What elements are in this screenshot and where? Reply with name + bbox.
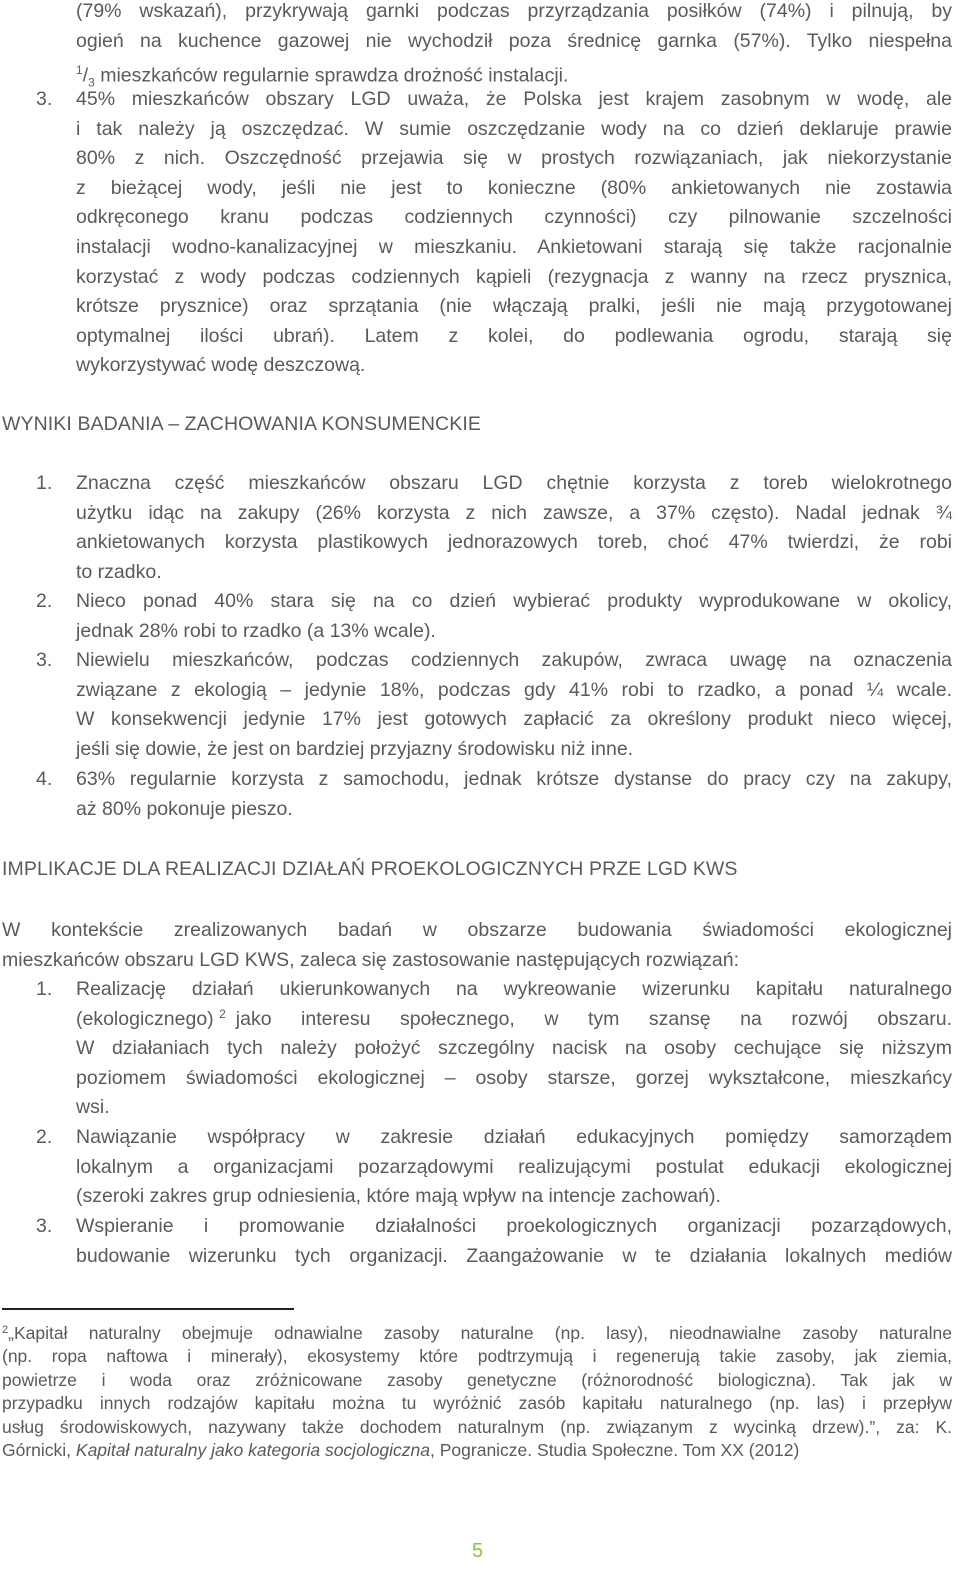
list-text [76, 587, 952, 646]
list-number: 1. [36, 978, 53, 1000]
text-line: aż 80% pokonuje pieszo. [76, 797, 293, 820]
text-line: wykorzystywać wodę deszczową. [76, 354, 366, 377]
list-text [76, 975, 952, 1123]
text-line: ankietowanych korzysta plastikowych jednorazowych toreb, choć 47% twierdzi, że robi [76, 531, 952, 554]
text-line: poziomem świadomości ekologicznej – osoby starsze, gorzej wykształcone, mieszkańcy [76, 1066, 952, 1089]
page-number: 5 [472, 1540, 484, 1562]
footnote-separator [2, 1308, 294, 1310]
footnote [2, 1322, 952, 1462]
text-line: (szeroki zakres grup odniesienia, które mają wpływ na intencje zachowań). [76, 1185, 721, 1208]
list-number: 1. [36, 472, 53, 494]
fraction-numerator: 1 [76, 63, 83, 78]
text-line: W działaniach tych należy położyć szczególny nacisk na osoby cechujące się niższym [76, 1037, 952, 1060]
text-line: wsi. [76, 1096, 110, 1119]
footnote-marker: 2 [2, 1324, 9, 1336]
list-text [76, 469, 952, 587]
list-number: 3. [36, 1215, 53, 1237]
text-line: to rzadko. [76, 560, 162, 583]
list-text [76, 765, 952, 824]
text-line: lokalnym a organizacjami pozarządowymi realizującymi postulat edukacji ekologicznej [76, 1155, 952, 1178]
text-line: odkręconego kranu podczas codziennych czynności) czy pilnowanie szczelności [76, 206, 952, 229]
intro-paragraph [2, 916, 952, 975]
text-line: i tak należy ją oszczędzać. W sumie oszczędzanie wody na co dzień deklaruje prawie [76, 117, 952, 140]
text-line: budowanie wizerunku tych organizacji. Zaangażowanie w te działania lokalnych mediów [76, 1244, 952, 1267]
text-line: 63% regularnie korzysta z samochodu, jednak krótsze dystanse do pracy czy na zakupy, [76, 768, 952, 790]
text-line: Wspieranie i promowanie działalności proekologicznych organizacji pozarządowych, [76, 1215, 952, 1237]
list-number: 2. [36, 590, 53, 612]
footnote-line: przypadku innych rodzajów kapitału można tu wyróżnić zasób kapitału naturalnego (np. las) i przepływ [2, 1393, 952, 1414]
list-number: 2. [36, 1126, 53, 1148]
text-line: (79% wskazań), przykrywają garnki podczas przyrządzania posiłków (74%) i pilnują, by [76, 0, 952, 22]
text-line: W konsekwencji jedynie 17% jest gotowych zapłacić za określony produkt nieco więcej, [76, 708, 952, 731]
text-line: instalacji wodno-kanalizacyjnej w mieszkaniu. Ankietowani starają się także racjonalnie [76, 235, 952, 258]
text-fragment: (ekologicznego) [76, 1007, 214, 1030]
text-line: korzystać z wody podczas codziennych kąpieli (rezygnacja z wanny na rzecz prysznica, [76, 265, 952, 288]
text-line: Nawiązanie współpracy w zakresie działań edukacyjnych pomiędzy samorządem [76, 1126, 952, 1148]
list-text [76, 646, 952, 764]
text-line: W kontekście zrealizowanych badań w obszarze budowania świadomości ekologicznej [2, 919, 952, 941]
text-line: związane z ekologią – jedynie 18%, podczas gdy 41% robi to rzadko, a ponad ¼ wcale. [76, 678, 952, 701]
footnote-line: powietrze i woda oraz zróżnicowane zasoby genetyczne (różnorodność biologiczna). Tak jak w [2, 1369, 952, 1390]
text-line: jeśli się dowie, że jest on bardziej przyjazny środowisku niż inne. [76, 737, 634, 760]
footnote-line [2, 1322, 952, 1345]
footnote-line: (np. ropa naftowa i minerały), ekosystemy które podtrzymują i regenerują takie zasoby, jak ziemia, [2, 1346, 952, 1367]
list-number: 3. [36, 649, 53, 671]
footnote-reference[interactable]: 2 [219, 1006, 226, 1021]
text-line: ogień na kuchence gazowej nie wychodził poza średnicę garnka (57%). Tylko niespełna [76, 29, 952, 52]
list-number: 3. [36, 88, 53, 110]
list-text [76, 1212, 952, 1271]
footnote-line: usług środowiskowych, nazywany także dochodem naturalnym (np. związanym z wycinką drzew).”, za: K. [2, 1416, 952, 1437]
text-line: 45% mieszkańców obszary LGD uważa, że Polska jest krajem zasobnym w wodę, ale [76, 88, 952, 110]
text-fragment: „Kapitał naturalny obejmuje odnawialne zasoby naturalne (np. lasy), nieodnawialne zasoby naturalne [8, 1323, 952, 1343]
text-fragment: jako interesu społecznego, w tym szansę na rozwój obszaru. [235, 1007, 952, 1030]
text-line: optymalnej ilości ubrań). Latem z kolei, do podlewania ogrodu, starają się [76, 324, 952, 347]
text-line: Nieco ponad 40% stara się na co dzień wybierać produkty wyprodukowane w okolicy, [76, 590, 952, 612]
text-line: krótsze prysznice) oraz sprzątania (nie włączają pralki, jeśli nie mają przygotowanej [76, 295, 952, 318]
text-line: Niewielu mieszkańców, podczas codziennych zakupów, zwraca uwagę na oznaczenia [76, 649, 952, 671]
text-line [76, 1005, 952, 1035]
text-fragment [76, 1005, 226, 1035]
text-line: z bieżącej wody, jeśli nie jest to konieczne (80% ankietowanych nie zostawia [76, 176, 952, 199]
section-heading: IMPLIKACJE DLA REALIZACJI DZIAŁAŃ PROEKOLOGICZNYCH PRZE LGD KWS [2, 858, 738, 880]
text-fragment: Górnicki, [2, 1439, 76, 1460]
text-line: użytku idąc na zakupy (26% korzysta z nich zawsze, a 37% często). Nadal jednak ¾ [76, 501, 952, 524]
text-line: $^1/_3$ mieszkańców regularnie sprawdza drożność instalacji. [76, 63, 569, 90]
list-text [76, 1123, 952, 1212]
citation-title: Kapitał naturalny jako kategoria socjologiczna [75, 1439, 431, 1460]
text-line: Znaczna część mieszkańców obszaru LGD chętnie korzysta z toreb wielokrotnego [76, 472, 952, 494]
text-fragment: mieszkańców regularnie sprawdza drożność instalacji. [94, 64, 569, 87]
fraction-denominator: 3 [88, 75, 95, 90]
list-number: 4. [36, 768, 53, 790]
text-line: jednak 28% robi to rzadko (a 13% wcale). [76, 619, 436, 642]
text-fragment: , Pogranicze. Studia Społeczne. Tom XX (2012) [430, 1439, 800, 1460]
section-heading: WYNIKI BADANIA – ZACHOWANIA KONSUMENCKIE [2, 413, 481, 435]
footnote-line [2, 1439, 952, 1462]
continuation-paragraph [76, 0, 952, 90]
text-line: 80% z nich. Oszczędność przejawia się w prostych rozwiązaniach, jak niekorzystanie [76, 147, 952, 170]
list-text [76, 85, 952, 381]
text-line: mieszkańców obszaru LGD KWS, zaleca się zastosowanie następujących rozwiązań: [2, 948, 740, 971]
text-line: Realizację działań ukierunkowanych na wykreowanie wizerunku kapitału naturalnego [76, 978, 952, 1000]
